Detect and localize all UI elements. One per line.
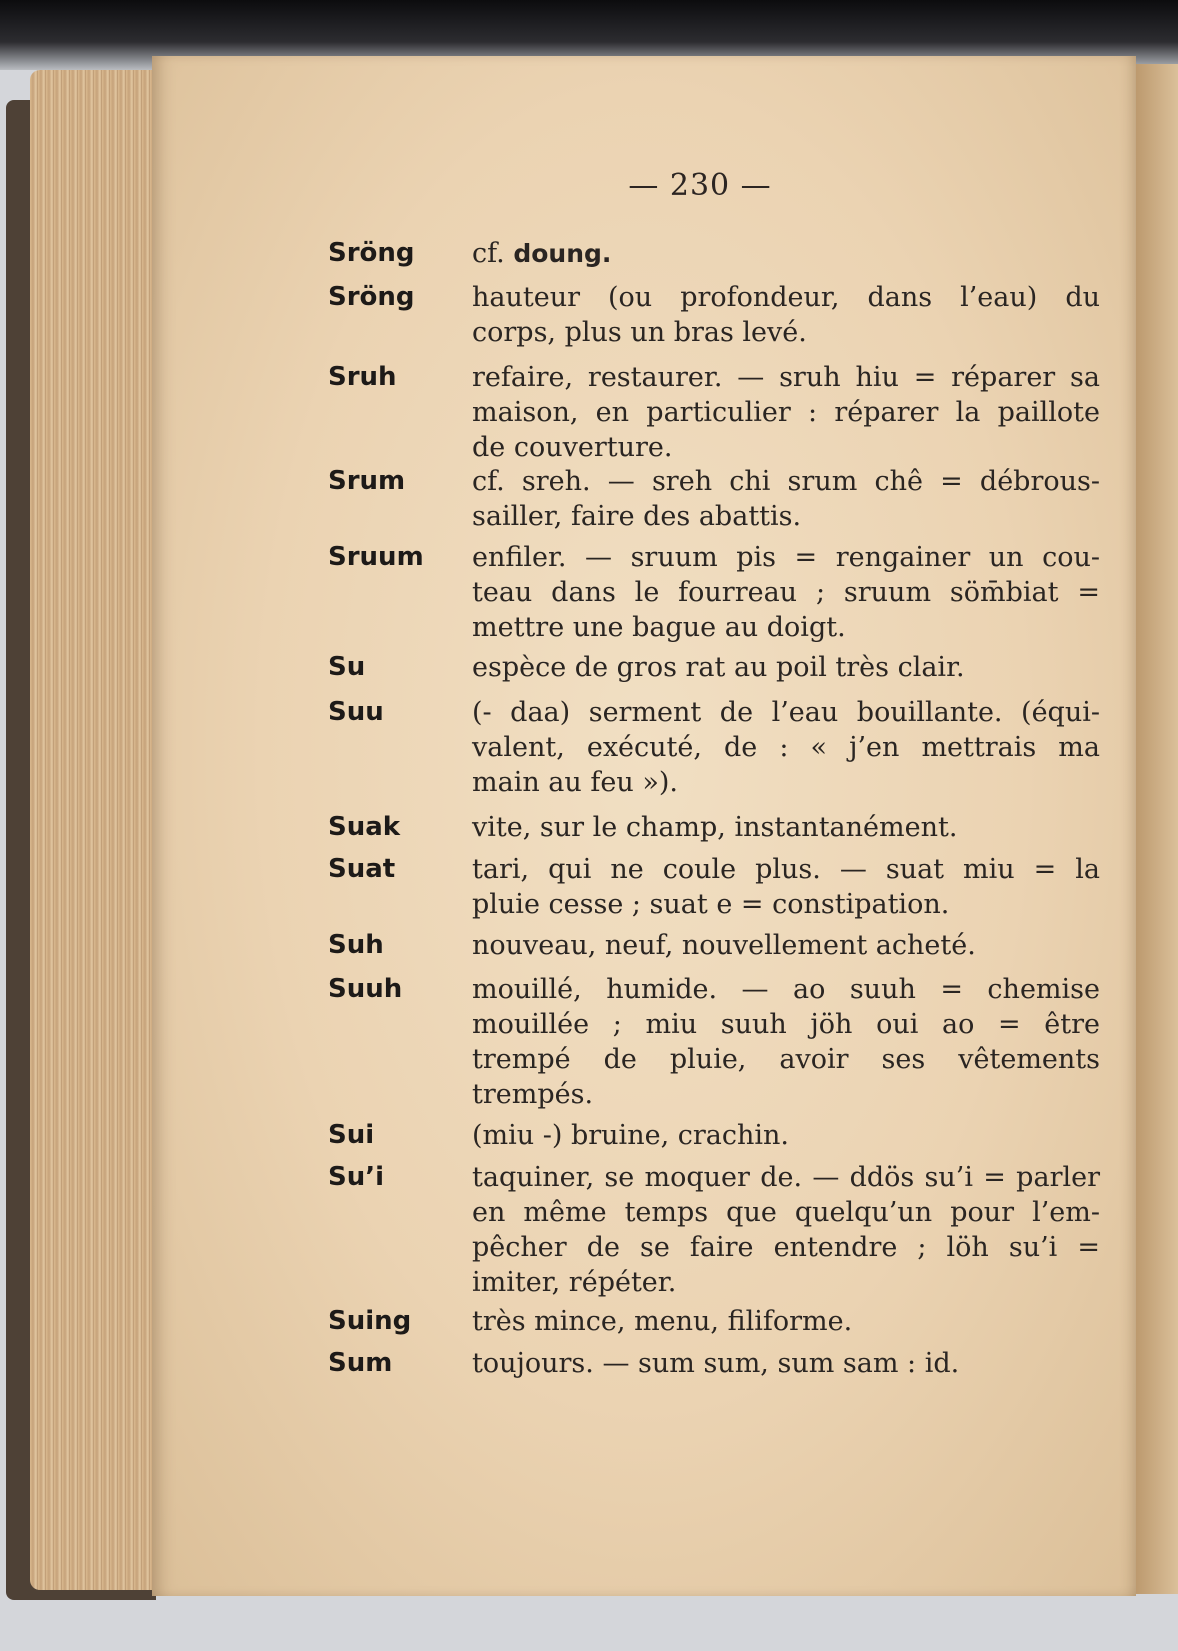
definition-line: espèce de gros rat au poil très clair. xyxy=(472,652,965,683)
entry-definition xyxy=(472,810,1100,845)
entry-definition xyxy=(472,360,1100,465)
definition-line: valent, exécuté, de : « j’en mettrais ma xyxy=(472,732,1100,763)
definition-line: main au feu »). xyxy=(472,767,678,798)
definition-line: sailler, faire des abattis. xyxy=(472,501,802,532)
definition-line: tari, qui ne coule plus. — suat miu = la xyxy=(472,854,1100,885)
entry-definition xyxy=(472,280,1100,350)
entry-headword: Sruum xyxy=(328,542,424,572)
entry-headword: Su’i xyxy=(328,1162,385,1192)
entry-headword: Sui xyxy=(328,1120,375,1150)
definition-line: (miu -) bruine, crachin. xyxy=(472,1120,789,1151)
entry-headword: Srum xyxy=(328,466,406,496)
page-number: — 230 — xyxy=(628,168,772,203)
entry-definition xyxy=(472,540,1100,645)
definition-line: pêcher de se faire entendre ; löh su’i = xyxy=(472,1232,1100,1263)
entry-definition xyxy=(472,972,1100,1112)
definition-line: (- daa) serment de l’eau bouillante. (équi- xyxy=(472,697,1100,728)
definition-line: mettre une bague au doigt. xyxy=(472,612,846,643)
definition-line: mouillée ; miu suuh jöh oui ao = être xyxy=(472,1009,1100,1040)
entry-definition xyxy=(472,1304,1100,1339)
definition-line: taquiner, se moquer de. — ddös su’i = parler xyxy=(472,1162,1100,1193)
entry-definition xyxy=(472,1160,1100,1300)
entry-headword: Sröng xyxy=(328,238,415,268)
entry-headword: Suat xyxy=(328,854,396,884)
entry-headword: Suh xyxy=(328,930,384,960)
definition-line: très mince, menu, filiforme. xyxy=(472,1306,853,1337)
definition-line: corps, plus un bras levé. xyxy=(472,317,807,348)
entry-definition xyxy=(472,695,1100,800)
definition-line: nouveau, neuf, nouvellement acheté. xyxy=(472,930,976,961)
entry-headword: Sruh xyxy=(328,362,397,392)
entry-definition xyxy=(472,650,1100,685)
definition-line: mouillé, humide. — ao suuh = chemise xyxy=(472,974,1100,1005)
entry-definition xyxy=(472,1118,1100,1153)
entry-headword: Sröng xyxy=(328,282,415,312)
definition-line: de couverture. xyxy=(472,432,673,463)
entry-definition xyxy=(472,1346,1100,1381)
definition-line: hauteur (ou profondeur, dans l’eau) du xyxy=(472,282,1100,313)
cross-reference: doung. xyxy=(513,239,612,268)
entry-definition xyxy=(472,852,1100,922)
definition-line: cf. doung. xyxy=(472,238,612,269)
entry-definition xyxy=(472,928,1100,963)
definition-line: vite, sur le champ, instantanément. xyxy=(472,812,958,843)
entry-headword: Su xyxy=(328,652,366,682)
definition-line: en même temps que quelqu’un pour l’em- xyxy=(472,1197,1100,1228)
entry-headword: Suak xyxy=(328,812,401,842)
definition-line: refaire, restaurer. — sruh hiu = réparer sa xyxy=(472,362,1100,393)
definition-line: trempé de pluie, avoir ses vêtements xyxy=(472,1044,1100,1075)
definition-line: toujours. — sum sum, sum sam : id. xyxy=(472,1348,960,1379)
entry-headword: Sum xyxy=(328,1348,393,1378)
entry-definition xyxy=(472,236,1100,271)
entry-definition xyxy=(472,464,1100,534)
definition-line: cf. sreh. — sreh chi srum chê = débrous- xyxy=(472,466,1100,497)
definition-line: maison, en particulier : réparer la paillote xyxy=(472,397,1100,428)
definition-line: imiter, répéter. xyxy=(472,1267,677,1298)
definition-line: trempés. xyxy=(472,1079,594,1110)
entry-headword: Suuh xyxy=(328,974,403,1004)
definition-line: teau dans le fourreau ; sruum söm̄biat = xyxy=(472,577,1100,608)
entry-headword: Suing xyxy=(328,1306,412,1336)
definition-line: enfiler. — sruum pis = rengainer un cou- xyxy=(472,542,1100,573)
entry-headword: Suu xyxy=(328,697,384,727)
page-edges xyxy=(30,70,160,1590)
definition-line: pluie cesse ; suat e = constipation. xyxy=(472,889,950,920)
